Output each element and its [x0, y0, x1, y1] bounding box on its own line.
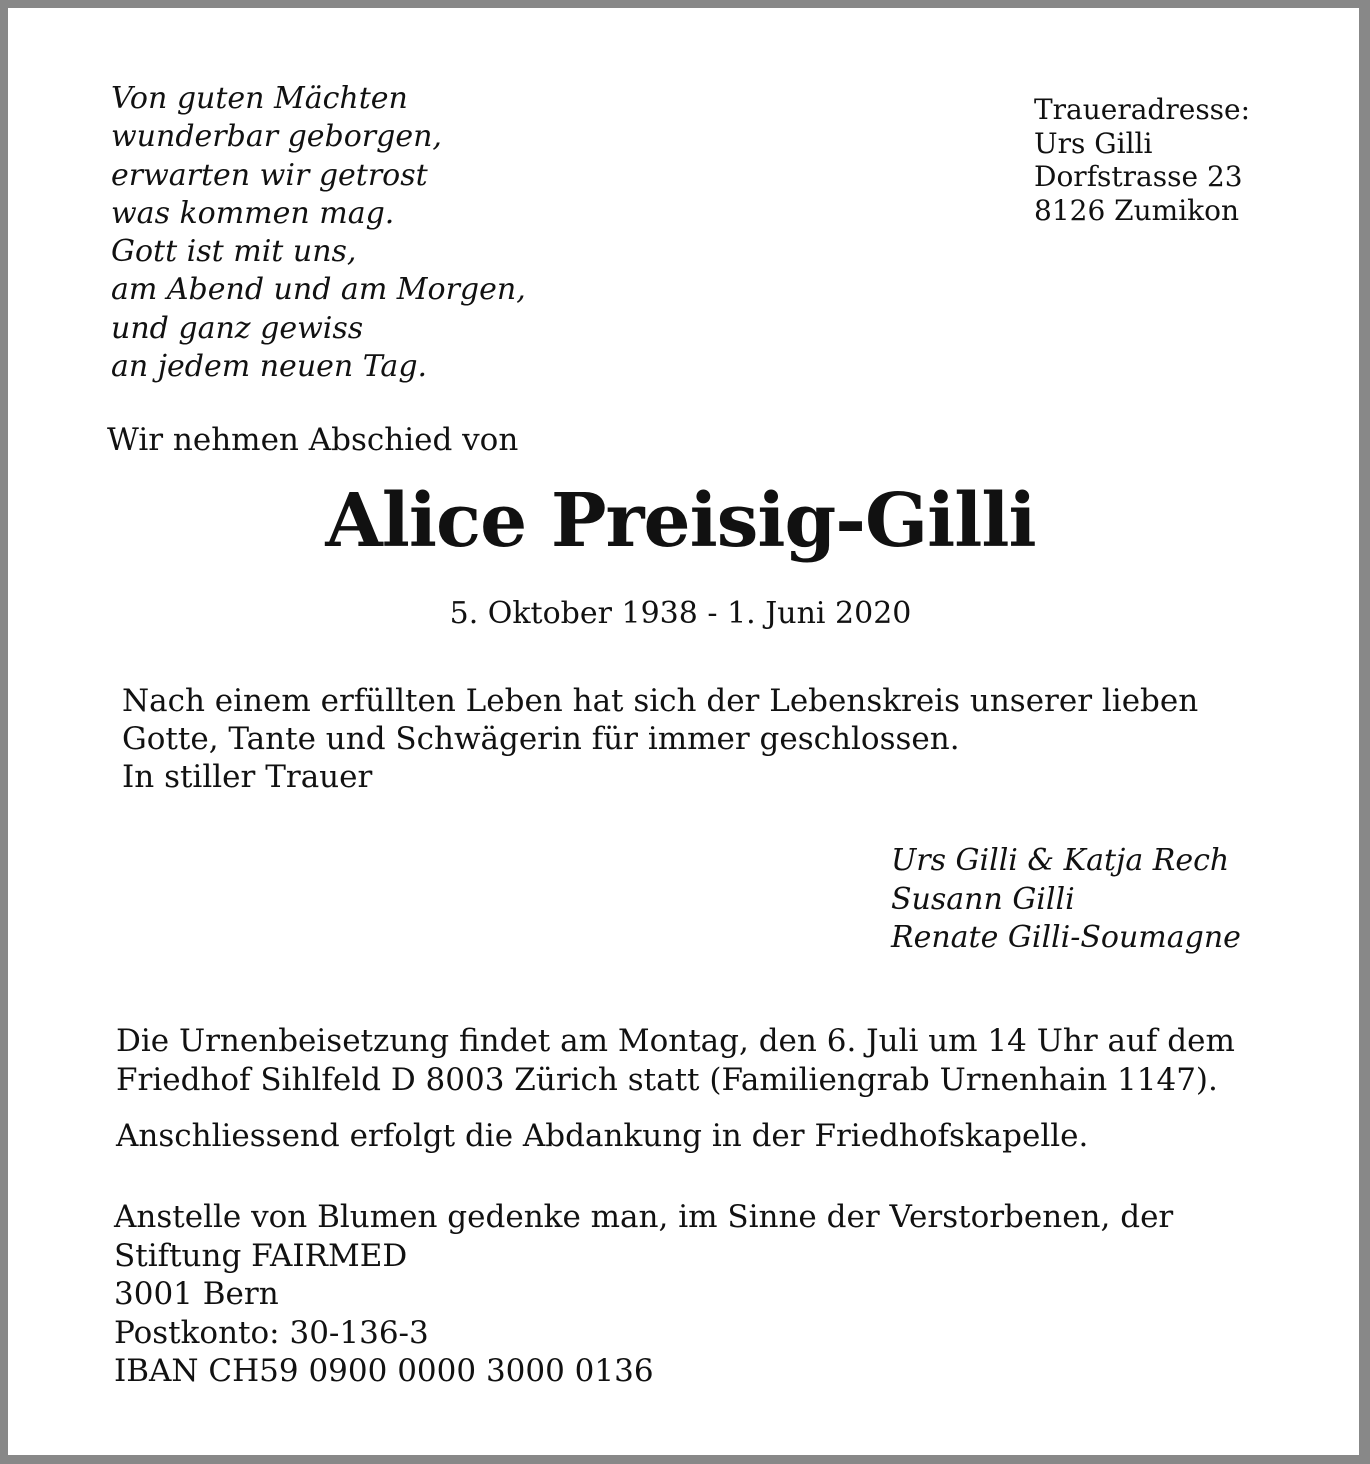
service-info: Anschliessend erfolgt die Abdankung in der Friedhofskapelle. [116, 1118, 1089, 1154]
poem-line: wunderbar geborgen, [111, 119, 442, 155]
poem-line: erwarten wir getrost [111, 157, 428, 193]
poem-line: am Abend und am Morgen, [111, 272, 526, 308]
donation-line: 3001 Bern [114, 1276, 279, 1312]
mourner: Susann Gilli [891, 881, 1075, 917]
obituary-page [8, 8, 1359, 1455]
message-line: Nach einem erfüllten Leben hat sich der Lebenskreis unserer lieben [122, 683, 1199, 719]
burial-line: Die Urnenbeisetzung findet am Montag, den 6. Juli um 14 Uhr auf dem [116, 1023, 1235, 1059]
poem-line: und ganz gewiss [111, 310, 364, 346]
donation-line: IBAN CH59 0900 0000 3000 0136 [114, 1353, 654, 1389]
poem-line: Von guten Mächten [111, 81, 408, 116]
address-city: 8126 Zumikon [1034, 193, 1240, 227]
donation-line: Stiftung FAIRMED [114, 1237, 408, 1274]
poem-line: was kommen mag. [111, 195, 395, 231]
poem-line: an jedem neuen Tag. [111, 349, 428, 385]
farewell-intro: Wir nehmen Abschied von [107, 422, 519, 458]
mourner: Urs Gilli & Katja Rech [891, 843, 1230, 878]
life-dates: 5. Oktober 1938 - 1. Juni 2020 [449, 596, 912, 631]
address-label: Traueradresse: [1034, 93, 1251, 126]
donation-info [114, 1198, 1173, 1391]
mourner: Renate Gilli-Soumagne [891, 920, 1241, 955]
donation-line: Postkonto: 30-136-3 [114, 1314, 429, 1351]
donation-line: Anstelle von Blumen gedenke man, im Sinne der Verstorbenen, der [114, 1199, 1174, 1235]
address-street: Dorfstrasse 23 [1034, 160, 1243, 193]
mourning-address [1034, 93, 1250, 227]
burial-line: Friedhof Sihlfeld D 8003 Zürich statt (Familiengrab Urnenhain 1147). [116, 1061, 1218, 1098]
message-line: Gotte, Tante und Schwägerin für immer geschlossen. [122, 721, 960, 757]
mourners-list [891, 842, 1241, 958]
deceased-name: Alice Preisig-Gilli [325, 478, 1036, 564]
message-line: In stiller Trauer [122, 759, 373, 795]
address-name: Urs Gilli [1034, 126, 1153, 160]
obituary-message [122, 682, 1198, 796]
burial-info [116, 1022, 1235, 1099]
poem-line: Gott ist mit uns, [111, 234, 357, 270]
poem [111, 80, 526, 386]
